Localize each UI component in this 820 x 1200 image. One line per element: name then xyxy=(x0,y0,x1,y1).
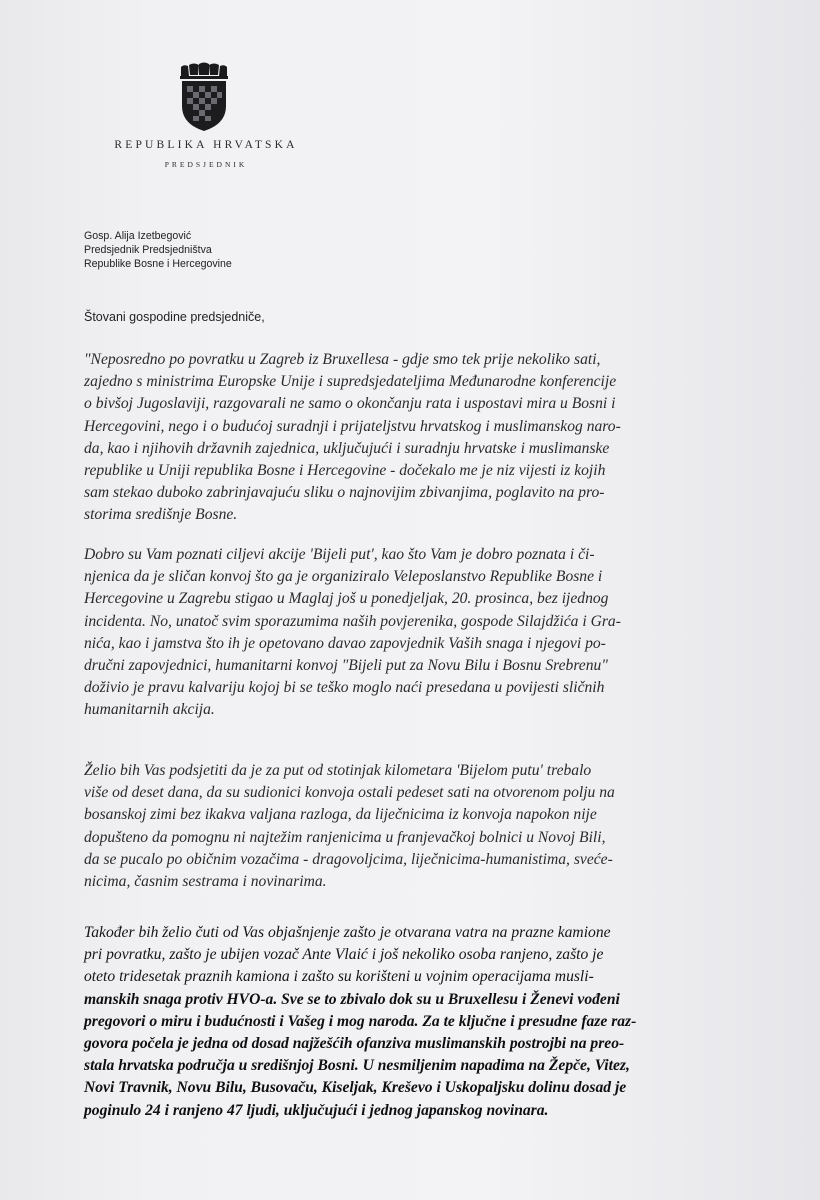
paragraph-2 xyxy=(84,544,774,722)
text-line: dopušteno da pomognu ni najtežim ranjenicima u franjevačkoj bolnici u Novoj Bili, xyxy=(84,828,606,846)
text-line: Novi Travnik, Novu Bilu, Busovaču, Kiseljak, Kreševo i Uskopaljsku dolinu dosad je xyxy=(84,1079,627,1097)
text-line: nicima, časnim sestrama i novinarima. xyxy=(84,873,327,891)
letterhead-office: PREDSJEDNIK xyxy=(164,160,248,169)
salutation: Štovani gospodine predsjedniče, xyxy=(84,310,265,324)
text-line: incidenta. No, unatoč svim sporazumima naših povjerenika, gospode Silajdžića i Gra- xyxy=(84,612,621,630)
text-line: storima središnje Bosne. xyxy=(84,506,238,524)
text-line: da, kao i njihovih državnih zajednica, uključujući i suradnju hrvatske i muslimanske xyxy=(84,439,610,457)
text-line: zajedno s ministrima Europske Unije i supredsjedateljima Međunarodne konferencije xyxy=(84,373,617,391)
text-line: poginulo 24 i ranjeno 47 ljudi, uključujući i jednog japanskog novinara. xyxy=(84,1101,549,1119)
recipient-line-1: Gosp. Alija Izetbegović xyxy=(84,230,192,242)
text-line: stala hrvatska područja u središnjoj Bosni. U nesmiljenim napadima na Žepče, Vitez, xyxy=(84,1057,630,1075)
text-line: bosanskoj zimi bez ikakva valjana razloga, da liječnicima iz konvoja napokon nije xyxy=(84,806,597,824)
text-line: doživio je pravu kalvariju kojoj bi se teško moglo naći presedana u povijesti sličnih xyxy=(84,679,605,697)
text-line: pri povratku, zašto je ubijen vozač Ante Vlaić i još nekoliko osoba ranjeno, zašto je xyxy=(84,946,604,964)
recipient-line-3: Republike Bosne i Hercegovine xyxy=(84,258,232,270)
recipient-address xyxy=(84,229,484,271)
text-line: Hercegovine u Zagrebu stigao u Maglaj još u ponedjeljak, 20. prosinca, bez ijednog xyxy=(84,590,609,608)
text-line: nića, kao i jamstva što ih je opetovano davao zapovjednik Vaših snaga i njegovi po- xyxy=(84,634,606,652)
recipient-line-2: Predsjednik Predsjedništva xyxy=(84,244,212,256)
croatian-coat-of-arms-icon xyxy=(178,62,230,132)
text-line: Dobro su Vam poznati ciljevi akcije 'Bijeli put', kao što Vam je dobro poznata i či- xyxy=(84,546,595,563)
text-line: Također bih želio čuti od Vas objašnjenje zašto je otvarana vatra na prazne kamione xyxy=(84,924,611,941)
text-line: Želio bih Vas podsjetiti da je za put od stotinjak kilometara 'Bijelom putu' trebalo xyxy=(84,762,592,779)
text-line: manskih snaga protiv HVO-a. Sve se to zbivalo dok su u Bruxellesu i Ženevi vođeni xyxy=(84,990,620,1008)
text-line: oteto tridesetak praznih kamiona i zašto su korišteni u vojnim operacijama musli- xyxy=(84,968,594,986)
text-line: njenica da je sličan konvoj što ga je organiziralo Veleposlanstvo Republike Bosne i xyxy=(84,568,603,586)
text-line: dručni zapovjednici, humanitarni konvoj "Bijeli put za Novu Bilu i Bosnu Srebrenu" xyxy=(84,657,608,675)
text-line: govora počela je jedna od dosad najžešćih ofanziva muslimanskih postrojbi na preo- xyxy=(84,1035,625,1053)
text-line: Hercegovini, nego i o budućoj suradnji i prijateljstvu hrvatskog i muslimanskog naro- xyxy=(84,417,621,435)
text-line: "Neposredno po povratku u Zagreb iz Bruxellesa - gdje smo tek prije nekoliko sati, xyxy=(84,351,601,368)
text-line: pregovori o miru i budućnosti i Vašeg i mog naroda. Za te ključne i presudne faze raz- xyxy=(84,1012,637,1030)
text-line: republike u Uniji republika Bosne i Hercegovine - dočekalo me je niz vijesti iz kojih xyxy=(84,462,606,480)
paragraph-1 xyxy=(84,349,774,527)
text-line: o bivšoj Jugoslaviji, razgovarali ne samo o okončanju rata i uspostavi mira u Bosni i xyxy=(84,395,616,413)
paragraph-3 xyxy=(84,760,774,893)
text-line: da se pucalo po običnim vozačima - dragovoljcima, liječnicima-humanistima, sveće- xyxy=(84,850,613,868)
text-line: humanitarnih akcija. xyxy=(84,701,215,719)
text-line: sam stekao duboko zabrinjavajuću sliku o najnovijim zbivanjima, poglavito na pro- xyxy=(84,484,605,502)
letterhead-country: REPUBLIKA HRVATSKA xyxy=(114,139,298,151)
text-line: više od deset dana, da su sudionici konvoja ostali pedeset sati na otvorenom polju na xyxy=(84,784,615,802)
paragraph-4 xyxy=(84,922,774,1122)
